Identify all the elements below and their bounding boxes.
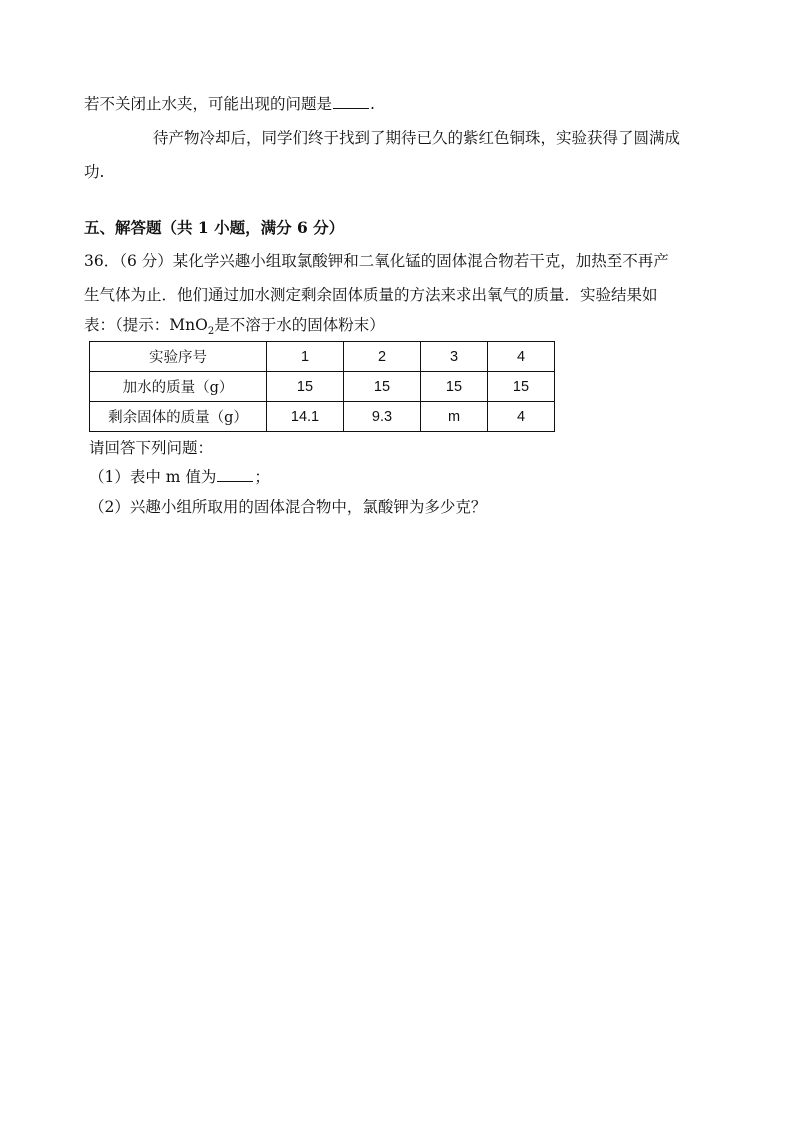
table-cell: 15 [344,372,421,402]
answer-blank [333,94,369,109]
subscript-2: 2 [207,326,215,338]
table-row [90,372,555,402]
table-cell: 4 [488,402,555,432]
intro-line-1 [84,94,375,114]
table-cell: 剩余固体的质量（g） [90,402,267,432]
table-header-cell: 实验序号 [90,342,267,372]
table-cell: 加水的质量（g） [90,372,267,402]
table-header-cell: 4 [488,342,555,372]
intro-line-1-text: 若不关闭止水夹，可能出现的问题是 [84,95,333,113]
table-header-row [90,342,555,372]
table-cell: 14.1 [267,402,344,432]
table-cell: 9.3 [344,402,421,432]
table-cell: 15 [488,372,555,402]
question-line-3-post: 是不溶于水的固体粉末） [214,316,385,334]
results-table [89,341,555,432]
question-line-2: 生气体为止．他们通过加水测定剩余固体质量的方法来求出氧气的质量．实验结果如 [84,286,658,304]
table-cell: 15 [421,372,488,402]
sub-questions-prompt: 请回答下列问题： [89,439,214,457]
question-line-1: 36．（6 分）某化学兴趣小组取氯酸钾和二氧化锰的固体混合物若干克，加热至不再产 [84,252,669,270]
table-cell: m [421,402,488,432]
intro-line-1-end: . [370,95,375,113]
table-row [90,402,555,432]
sub-question-1 [89,467,270,487]
question-line-3-pre: 表：（提示：MnO [84,316,208,334]
table-cell: 15 [267,372,344,402]
answer-blank [217,467,253,482]
sub-question-1-pre: （1）表中 m 值为 [89,468,217,486]
table-header-cell: 1 [267,342,344,372]
intro-line-3: 功. [84,163,105,181]
question-line-3 [84,315,385,342]
table-header-cell: 3 [421,342,488,372]
table-header-cell: 2 [344,342,421,372]
section-title: 五、解答题（共 1 小题，满分 6 分） [84,218,345,237]
intro-line-2: 待产物冷却后，同学们终于找到了期待已久的紫红色铜珠，实验获得了圆满成 [153,129,681,147]
sub-question-2: （2）兴趣小组所取用的固体混合物中，氯酸钾为多少克？ [89,498,487,516]
sub-question-1-post: ； [254,468,270,486]
